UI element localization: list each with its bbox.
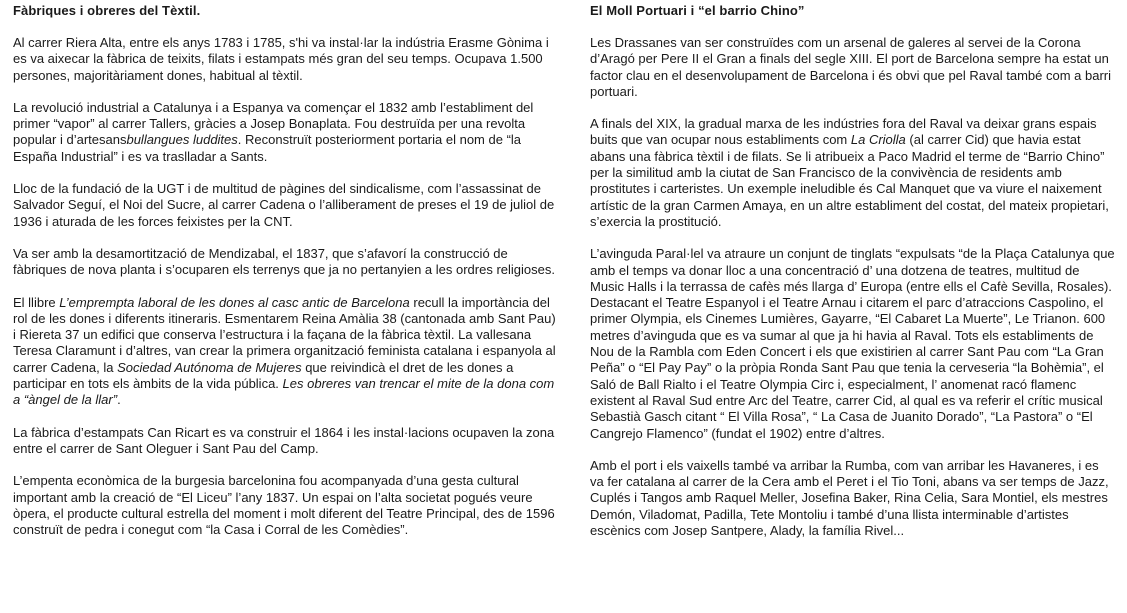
- italic-span: Sociedad Autónoma de Mujeres: [117, 359, 302, 375]
- left-paragraph-3: Lloc de la fundació de la UGT i de multitud de pàgines del sindicalisme, com l’assassinat de Salvador Seguí, el Noi del Sucre, al carrer Cadena o l’alliberament de preses el 19 de juliol de 1936 i aturada de les forces feixistes per la CNT.: [13, 181, 555, 229]
- left-column: [13, 3, 561, 554]
- right-paragraph-3: L’avinguda Paral·lel va atraure un conjunt de tinglats “expulsats “de la Plaça Catalunya que amb el temps va donar lloc a una concentració d’ una dotzena de teatres, multitud de Music Halls i la terrassa de cafès més llarga d’ Europa (entre ells el Cafè Sevilla, Rosales). Destacant el Teatre Espanyol i el Teatre Arnau i citarem el parc d’atraccions Caspolino, el primer Olympia, els Cinemes Lumières, Gayarre, “El Cabaret La Muerte”, Le Trianon. 600 metres d’avinguda que es va sumar al que ja hi havia al Raval. Tots els establiments de Nou de la Rambla com Eden Concert i els que existirien al carrer Sant Pau com “La Gran Peña” o “El Pay Pay” o la pròpia Ronda Sant Pau que tenia la cerveseria “la Bohèmia”, el Saló de Ball Rialto i el Teatre Olympia Circ i, especialment, l’ anomenat racó flamenc existent al Raval Sud entre Arc del Teatre, carrer Cid, al qual es va referir el crític musical Sebastià Gasch citant “ El Villa Rosa”, “ La Casa de Juanito Dorado”, “La Pastora” o “El Cangrejo Flamenco” (fundat el 1902) entre d’altres.: [590, 246, 1115, 441]
- right-paragraph-1: Les Drassanes van ser construïdes com un arsenal de galeres al servei de la Corona d’Aragó per Pere II el Gran a finals del segle XIII. El port de Barcelona sempre ha estat un factor clau en el desenvolupament de Barcelona i és obvi que pel Raval també com a barri portuari.: [590, 35, 1112, 99]
- right-paragraph-4: Amb el port i els vaixells també va arribar la Rumba, com van arribar les Havaneres, i es va fer catalana al carrer de la Cera amb el Peret i el Tio Toni, abans va ser temps de Jazz, Cuplés i Tangos amb Raquel Meller, Josefina Baker, Rina Celia, Sara Montiel, els mestres Demón, Viladomat, Padilla, Tete Montoliu i també d’una llista interminable d’artistes escènics com Josep Santpere, Alady, la família Rivel...: [590, 457, 1109, 539]
- left-paragraph-4: Va ser amb la desamortització de Mendizabal, el 1837, que s’afavorí la construcció de fàbriques de nova planta i s’ocuparen els terrenys que ja no pertanyien a les ordres religioses.: [13, 245, 555, 278]
- text-span: que reivindicà el dret de les dones a participar en tots els àmbits de la vida pública.: [13, 359, 514, 392]
- text-span: .: [117, 392, 121, 408]
- left-title: Fàbriques i obreres del Tèxtil.: [13, 3, 201, 18]
- italic-span: bullangues luddites: [126, 132, 238, 148]
- italic-span: L’emprempta laboral de les dones al casc antic de Barcelona: [59, 294, 410, 310]
- left-paragraph-1: Al carrer Riera Alta, entre els anys 1783 i 1785, s'hi va instal·lar la indústria Erasme Gònima i es va aixecar la fàbrica de teixits, filats i estampats més gran del seu temps. Ocupava 1.500 persones, majoritàriament dones, habitual al tèxtil.: [13, 35, 549, 83]
- italic-span: Les obreres van trencar el mite de la dona com a “àngel de la llar”: [13, 376, 555, 408]
- left-paragraph-7: L’empenta econòmica de la burgesia barcelonina fou acompanyada d’una gesta cultural important amb la creació de “El Liceu” l’any 1837. Un espai on l’alta societat pogués veure òpera, el producte cultural estrella del moment i molt diferent del Teatre Principal, des de 1596 construït de pedra i conegut com “la Casa i Corral de les Comèdies”.: [13, 473, 555, 538]
- left-paragraph-5: [13, 295, 561, 409]
- italic-span: La Criolla: [850, 132, 906, 148]
- text-span: (al carrer Cid) que havia estat abans una fàbrica tèxtil i de filats. Se li atribueix a Paco Madrid el terme de “Barrio Chino” per la similitud amb la ciutat de San Francisco de la convivència de residents amb prostitutes i carteristes. Un exemple ineludible és Cal Manquet que va viure el naixement artístic de la gran Carmen Amaya, en un altre establiment del costat, del mateix propietari, s’exercia la prostitució.: [590, 132, 1109, 229]
- left-paragraph-2: [13, 100, 561, 165]
- text-span: El llibre: [13, 294, 60, 310]
- text-span: A finals del XIX, la gradual marxa de les indústries fora del Raval va deixar grans espais buits que van ocupar nous establiments com: [590, 116, 1097, 148]
- text-span: recull la importància del rol de les dones i diferents itineraris. Esmentarem Reina Amàlia 38 (cantonada amb Sant Pau) i Riereta 37 un edifici que conserva l’estructura i la façana de la fàbrica tèxtil. La vallesana Teresa Claramunt i d’altres, van crear la primera organització feminista catalana i espanyola al carrer Cadena, la: [13, 294, 556, 375]
- right-title: El Moll Portuari i “el barrio Chino”: [590, 3, 805, 18]
- text-span: La revolució industrial a Catalunya i a Espanya va començar el 1832 amb l’establiment del primer “vapor” al carrer Tallers, gràcies a Josep Bonaplata. Fou destruïda per una revolta popular i d’artesans: [13, 99, 534, 148]
- right-column: [590, 3, 1115, 555]
- right-paragraph-2: [590, 116, 1115, 230]
- left-paragraph-6: La fàbrica d’estampats Can Ricart es va construir el 1864 i les instal·lacions ocupaven la zona entre el carrer de Sant Oleguer i Sant Pau del Camp.: [13, 424, 555, 456]
- text-span: . Reconstruït posteriorment portaria el nom de “la España Industrial” i es va traslladar a Sants.: [13, 132, 522, 164]
